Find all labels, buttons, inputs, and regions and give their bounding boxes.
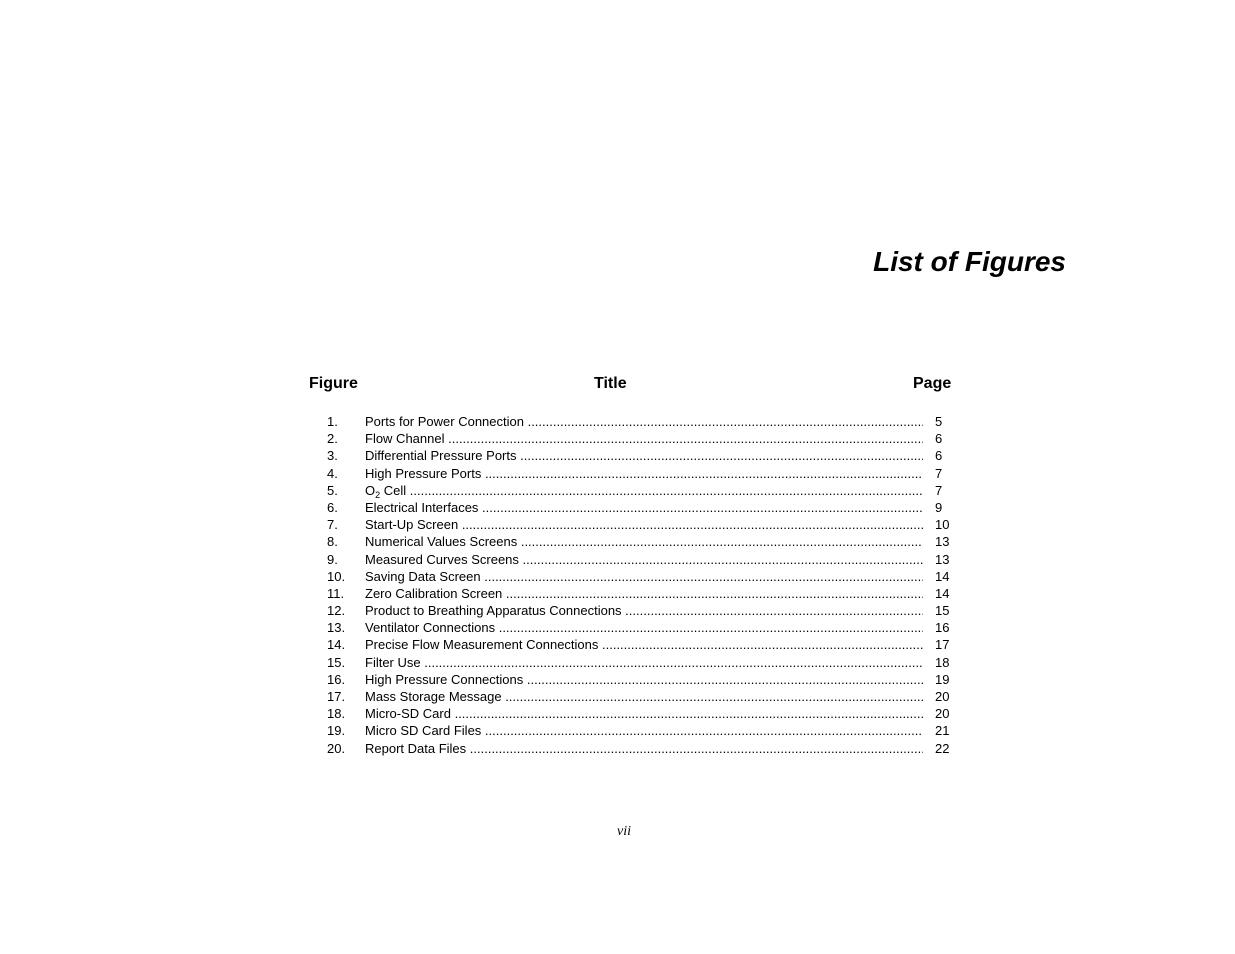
figure-number: 3.: [327, 448, 338, 464]
figure-title: Ventilator Connections .....: [365, 619, 923, 636]
figure-number: 16.: [327, 671, 346, 687]
list-item[interactable]: [309, 740, 969, 757]
list-item[interactable]: [309, 654, 969, 671]
figure-page: 15: [935, 603, 950, 619]
list-item[interactable]: [309, 516, 969, 533]
figure-number: 6.: [327, 499, 338, 515]
figure-page: 18: [935, 654, 950, 670]
figure-page: 10: [935, 517, 950, 533]
figure-title-main: O: [365, 482, 376, 498]
figure-title: Precise Flow Measurement Connections .....: [365, 636, 923, 653]
figure-title-subscript: 2: [375, 489, 381, 500]
list-item[interactable]: [309, 619, 969, 636]
figure-page: 6: [935, 448, 943, 464]
figure-number: 11.: [327, 585, 345, 601]
figure-number: 13.: [327, 620, 346, 636]
figure-page: 7: [935, 465, 943, 481]
list-item[interactable]: [309, 568, 969, 585]
figure-title: Micro SD Card Files .....: [365, 722, 923, 739]
figure-page: 7: [935, 482, 943, 498]
figure-number: 14.: [327, 637, 346, 653]
figure-number: 19.: [327, 723, 346, 739]
figure-title: Measured Curves Screens .....: [365, 551, 923, 568]
figure-title: Differential Pressure Ports .....: [365, 447, 923, 464]
figure-title: Flow Channel .....: [365, 430, 923, 447]
list-item[interactable]: [309, 413, 969, 430]
figure-title: Report Data Files .....: [365, 740, 923, 757]
figure-page: 5: [935, 414, 943, 429]
page-title: List of Figures: [873, 246, 1066, 277]
figure-number: 12.: [327, 603, 346, 619]
figure-page: 17: [935, 637, 950, 653]
figure-title: High Pressure Connections .....: [365, 671, 923, 688]
figure-page: 20: [935, 689, 950, 704]
figure-page: 13: [935, 551, 950, 567]
figure-page: 13: [935, 534, 950, 550]
figure-title: Micro-SD Card .....: [365, 705, 923, 722]
figure-title: High Pressure Ports .....: [365, 465, 923, 482]
list-item[interactable]: [309, 636, 969, 653]
list-item[interactable]: [309, 602, 969, 619]
list-item[interactable]: [309, 551, 969, 568]
list-item[interactable]: [309, 585, 969, 602]
figure-title: Electrical Interfaces .....: [365, 499, 923, 516]
figure-title: Mass Storage Message .....: [365, 688, 923, 705]
figure-title: Saving Data Screen .....: [365, 568, 923, 585]
figure-number: 8.: [327, 534, 338, 550]
figure-title: Product to Breathing Apparatus Connections .....: [365, 602, 923, 619]
figure-title-rest: Cell: [380, 482, 407, 498]
column-header-page: Page: [913, 375, 952, 392]
figure-number: 5.: [327, 482, 338, 498]
figure-number: 1.: [327, 414, 338, 429]
page-number: vii: [617, 824, 631, 839]
figure-number: 15.: [327, 654, 346, 670]
list-item[interactable]: [309, 705, 969, 722]
list-item[interactable]: [309, 688, 969, 705]
figure-list: [309, 413, 969, 757]
list-item[interactable]: [309, 499, 969, 516]
figure-page: 16: [935, 620, 950, 636]
figure-title: Numerical Values Screens .....: [365, 533, 923, 550]
figure-number: 20.: [327, 740, 346, 756]
figure-title: Zero Calibration Screen .....: [365, 585, 923, 602]
figure-number: 7.: [327, 517, 338, 533]
figure-title: Ports for Power Connection .....: [365, 413, 923, 430]
figure-number: 2.: [327, 431, 338, 447]
figure-number: 4.: [327, 465, 338, 481]
figure-page: 14: [935, 585, 950, 601]
figure-page: 22: [935, 740, 950, 756]
figure-page: 20: [935, 706, 950, 722]
figure-page: 6: [935, 431, 943, 447]
list-item[interactable]: [309, 430, 969, 447]
figure-number: 10.: [327, 568, 346, 584]
list-item[interactable]: [309, 482, 969, 499]
figure-page: 19: [935, 671, 950, 687]
figure-page: 9: [935, 499, 943, 515]
list-item[interactable]: [309, 533, 969, 550]
list-item[interactable]: [309, 447, 969, 464]
figure-title: Filter Use .....: [365, 654, 923, 671]
column-header-figure: Figure: [309, 375, 358, 392]
figure-page: 21: [935, 723, 950, 739]
figure-number: 17.: [327, 689, 346, 704]
column-header-title: Title: [594, 375, 627, 392]
list-item[interactable]: [309, 671, 969, 688]
figure-title: Start-Up Screen .....: [365, 516, 923, 533]
list-item[interactable]: [309, 722, 969, 739]
figure-number: 9.: [327, 551, 338, 567]
list-item[interactable]: [309, 465, 969, 482]
figure-page: 14: [935, 568, 950, 584]
figure-number: 18.: [327, 706, 346, 722]
